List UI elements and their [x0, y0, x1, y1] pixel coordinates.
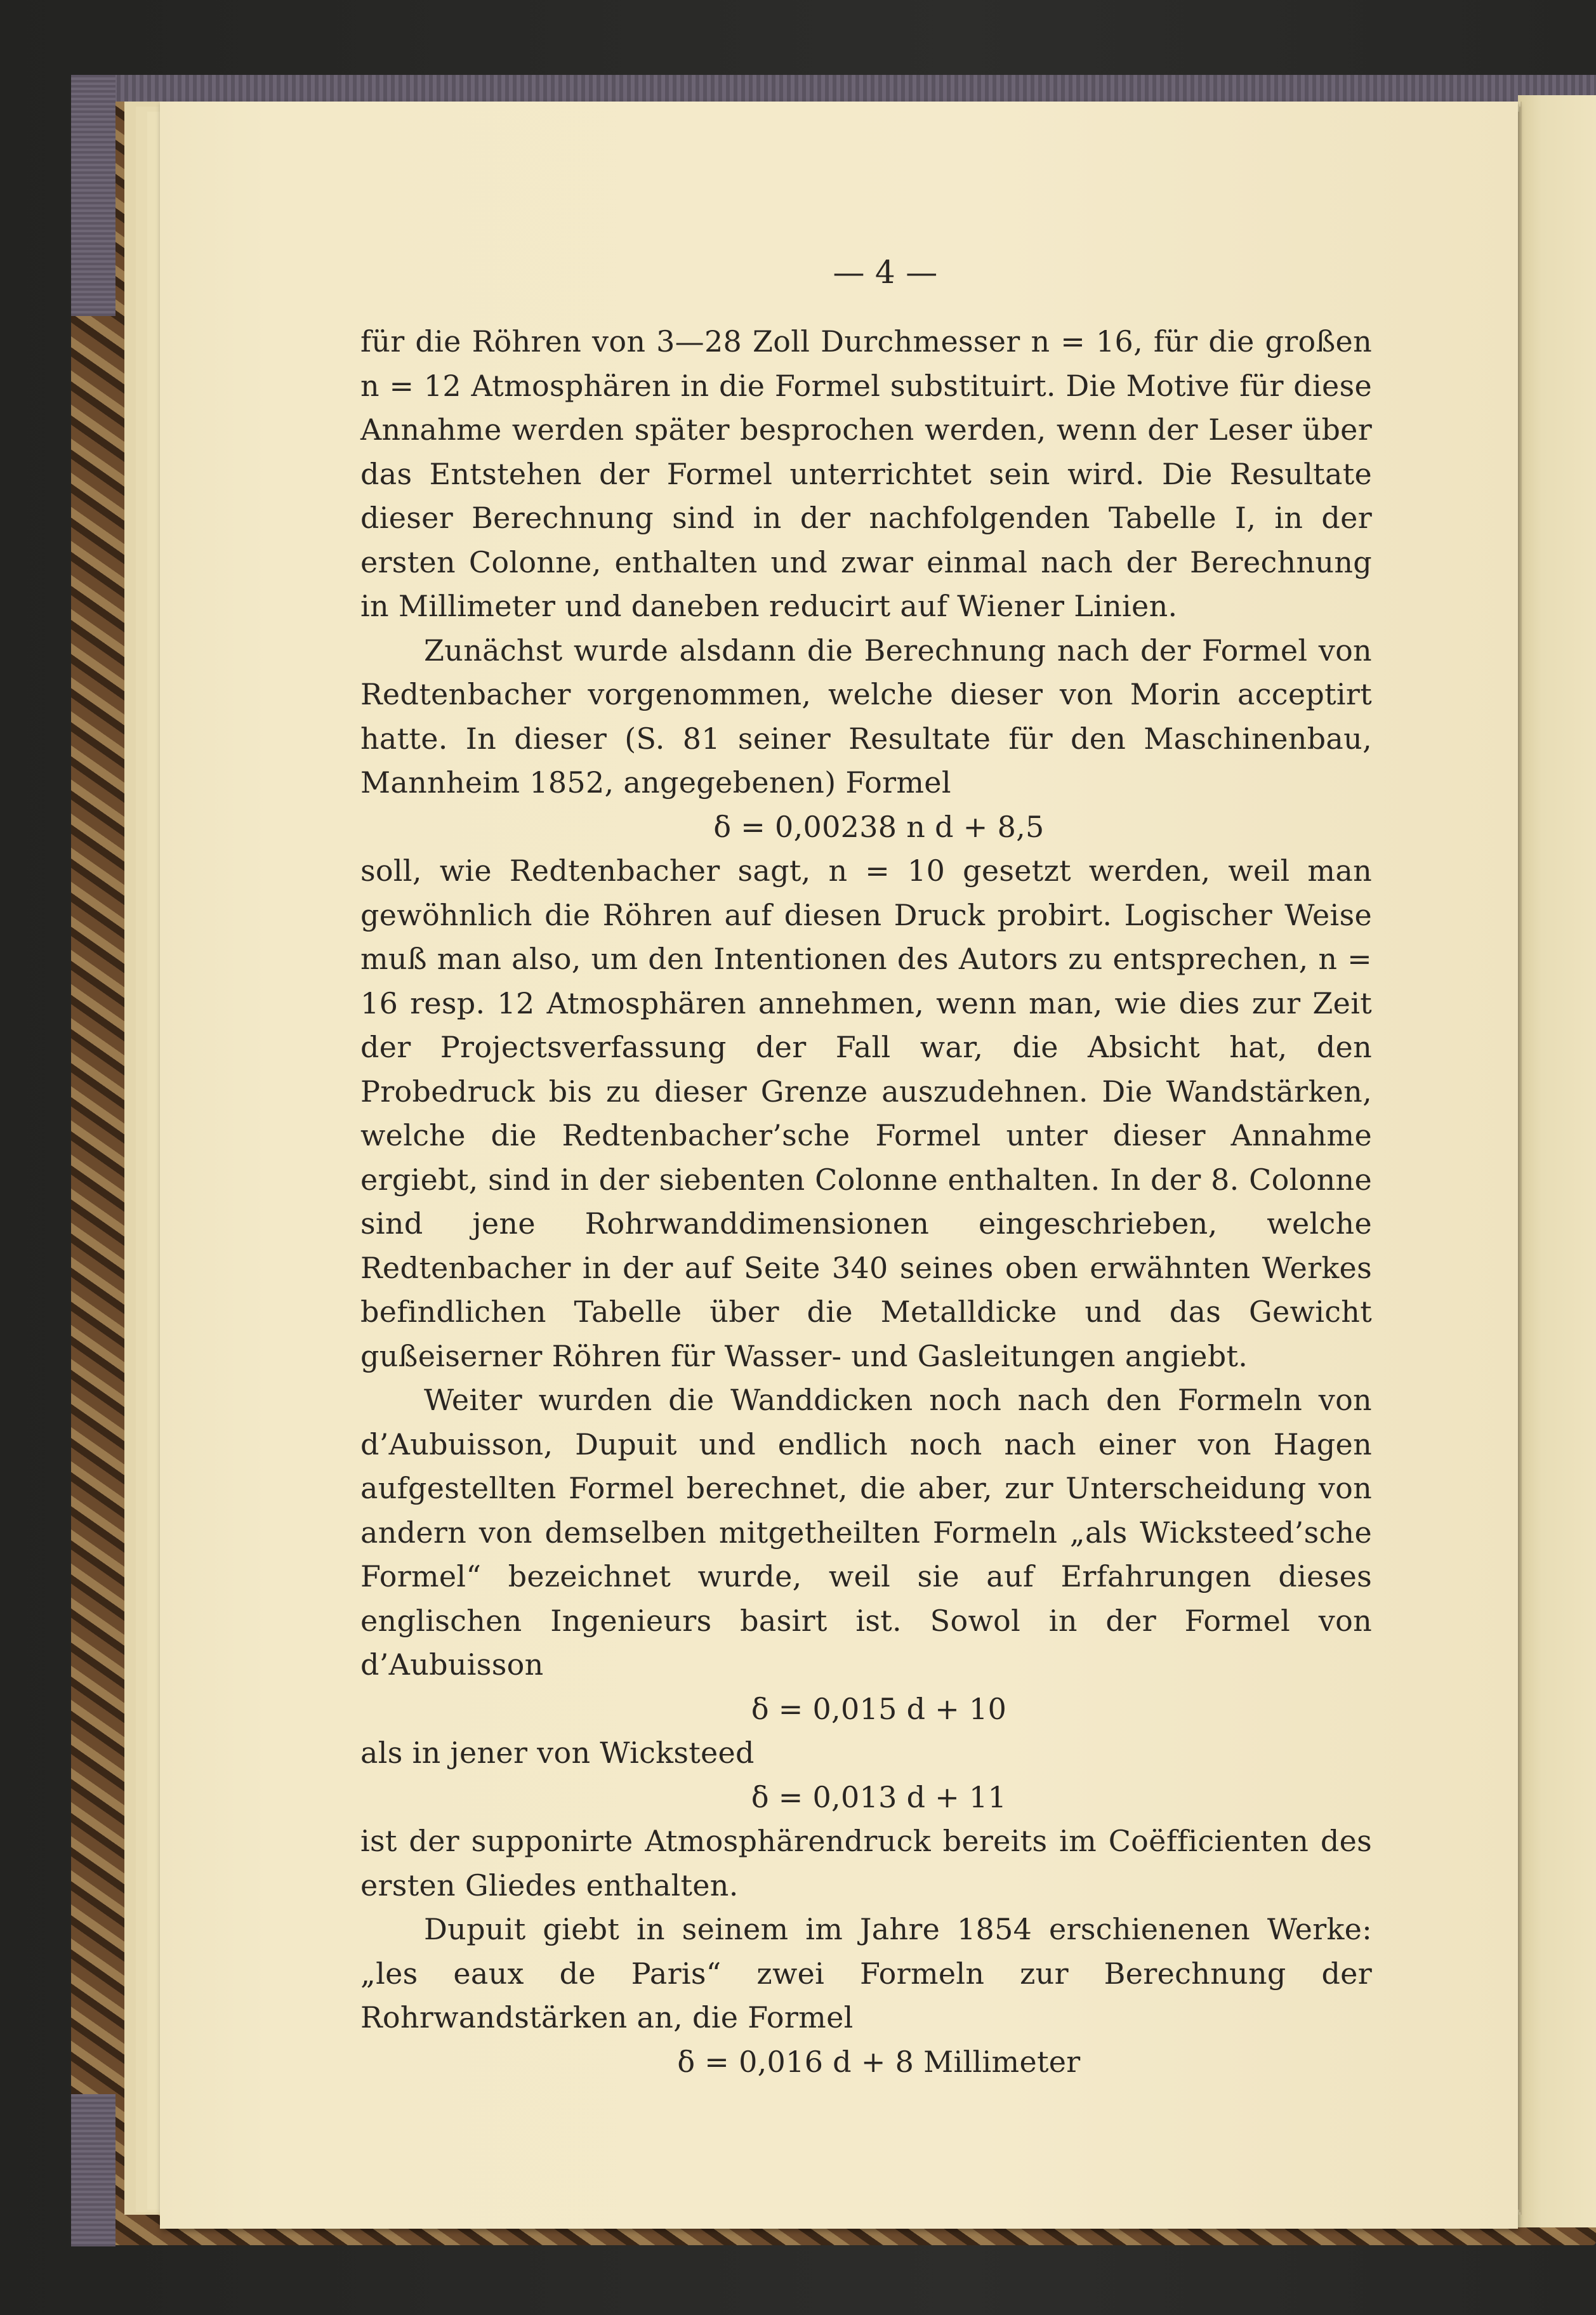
cover-cloth-corner-top	[71, 75, 115, 316]
facing-page-edge	[1518, 95, 1596, 2227]
page-number: — 4 —	[833, 254, 938, 291]
paragraph-4: Weiter wurden die Wanddicken noch nach den Formeln von d’Aubuisson, Dupuit und endlich noch nach einer von Hagen aufgestellten Formel berechnet, die aber, zur Unterscheidung von andern von demselben mitgetheilten Formeln „als Wicksteed’sche Formel“ bezeichnet wurde, weil sie auf Erfahrungen dieses englischen Ingenieurs basirt ist. Sowol in der Formel von d’Aubuisson	[360, 1383, 1372, 1682]
cover-cloth-top	[71, 75, 1596, 102]
paragraph-7: Dupuit giebt in seinem im Jahre 1854 erschienenen Werke: „les eaux de Paris“ zwei Formeln zur Berechnung der Rohrwandstärken an, die Formel	[360, 1912, 1372, 2035]
formula-dupuit: δ = 0,016 d + 8 Millimeter	[677, 2044, 1081, 2079]
paragraph-2: Zunächst wurde alsdann die Berechnung nach der Formel von Redtenbacher vorgenommen, welche dieser von Morin acceptirt hatte. In dieser (S. 81 seiner Resultate für den Maschinenbau, Mannheim 1852, angegebenen) Formel	[360, 633, 1372, 800]
formula-redtenbacher: δ = 0,00238 n d + 8,5	[713, 809, 1045, 844]
paragraph-3: soll, wie Redtenbacher sagt, n = 10 gesetzt werden, weil man gewöhnlich die Röhren auf diesen Druck probirt. Logischer Weise muß man also, um den Intentionen des Autors zu entsprechen, n = 16 resp. 12 Atmosphären annehmen, wenn man, wie dies zur Zeit der Projectsverfassung der Fall war, die Absicht hat, den Probedruck bis zu dieser Grenze auszudehnen. Die Wandstärken, welche die Redtenbacher’sche Formel unter dieser Annahme ergiebt, sind in der siebenten Colonne enthalten. In der 8. Colonne sind jene Rohrwanddimensionen eingeschrieben, welche Redtenbacher in der auf Seite 340 seines oben erwähnten Werkes befindlichen Tabelle über die Metalldicke und das Gewicht gußeiserner Röhren für Wasser- und Gasleitungen angiebt.	[360, 854, 1372, 1373]
page-text	[360, 254, 1372, 2084]
formula-aubuisson: δ = 0,015 d + 10	[751, 1691, 1007, 1726]
cover-cloth-corner-bottom	[71, 2094, 115, 2246]
formula-wicksteed: δ = 0,013 d + 11	[751, 1779, 1007, 1814]
paragraph-6: ist der supponirte Atmosphärendruck bereits im Coëfficienten des ersten Gliedes enthalten.	[360, 1824, 1372, 1903]
paragraph-5: als in jener von Wicksteed	[360, 1736, 755, 1770]
paragraph-1: für die Röhren von 3—28 Zoll Durchmesser n = 16, für die großen n = 12 Atmosphären in die Formel substituirt. Die Motive für diese Annahme werden später besprochen werden, wenn der Leser über das Entstehen der Formel unterrichtet sein wird. Die Resultate dieser Berechnung sind in der nachfolgenden Tabelle I, in der ersten Colonne, enthalten und zwar einmal nach der Berechnung in Millimeter und daneben reducirt auf Wiener Linien.	[360, 324, 1372, 623]
